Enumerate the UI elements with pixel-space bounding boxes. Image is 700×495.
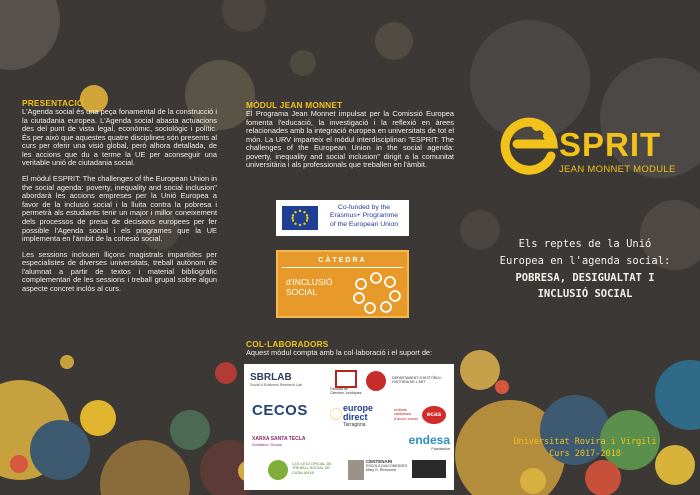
xarxa-logo: [252, 436, 322, 447]
eu-flag-icon: [282, 206, 318, 230]
urv-logo: [330, 370, 362, 396]
hundred-mark-icon: [412, 460, 446, 478]
endesa-logo: [384, 434, 450, 451]
eu-stars-icon: [330, 408, 342, 420]
title-line-bold: INCLUSIÓ SOCIAL: [537, 288, 633, 301]
modul-section: [246, 100, 454, 170]
presentacio-heading: PRESENTACIÓ: [22, 98, 84, 108]
25-anniversary-icon: [366, 371, 386, 391]
colaboradors-intro: Aquest mòdul compta amb la col·laboració i el suport de:: [246, 348, 433, 357]
colaboradors-heading: COL·LABORADORS: [246, 339, 329, 349]
decor-blob: [60, 355, 74, 369]
centenari-title: CENTENARI: [366, 459, 393, 464]
erasmus-line: Erasmus+ Programme: [329, 212, 399, 220]
decor-blob: [222, 0, 266, 32]
decor-blob: [520, 468, 546, 494]
europe-word: europe: [343, 403, 374, 413]
esprit-wordmark: SPRIT: [559, 126, 662, 163]
catedra-logo: [276, 250, 409, 318]
entitats-logo: entitats catalanes d'acció social: [394, 407, 418, 421]
catedra-top: CÀTEDRA: [318, 257, 367, 264]
ecas-logo: ecas: [422, 406, 446, 424]
collegi-emblem-icon: [268, 460, 288, 480]
decor-blob: [655, 360, 700, 430]
catedra-text: [286, 278, 333, 298]
decor-blob: [290, 50, 316, 76]
decor-blob: [170, 410, 210, 450]
decor-blob: [585, 460, 621, 495]
decor-blob: [80, 400, 116, 436]
esprit-subtitle: JEAN MONNET MODULE: [559, 164, 676, 175]
presentacio-body: [22, 108, 217, 294]
endesa-sub: Fundación: [431, 446, 450, 451]
decor-blob: [10, 455, 28, 473]
footer: [470, 436, 700, 461]
decor-blob: [375, 22, 413, 60]
course-title: [470, 236, 700, 303]
europe-direct-logo: [330, 404, 390, 428]
sbrlab-logo: [250, 372, 318, 387]
decor-blob: [460, 350, 500, 390]
catedra-divider: [282, 267, 403, 268]
presentacio-paragraph: L'Agenda social és una peça fonamental de la construcció i la ciutadania europea. L'Agenda social abasta actuacions des del punt de vista legal, econòmic, sociològic i polític. És per això que aquestes quatre disciplines són presents al curs per oferir una visió global, però alhora detallada, de les accions que du a terme la UE per aconseguir una veritable unió de ciutadania social.: [22, 107, 217, 168]
decor-blob: [0, 0, 60, 70]
decor-blob: [100, 440, 190, 495]
sbrlab-sub: Social & Business Research Lab: [250, 383, 303, 387]
footer-course: Curs 2017-2018: [549, 449, 621, 460]
xarxa-name: XARXA SANTA TECLA: [252, 436, 306, 442]
centenari-logo: [366, 460, 410, 473]
erasmus-text: [322, 204, 406, 229]
erasmus-line: of the European Union: [329, 220, 399, 228]
centenari-portrait-icon: [348, 460, 364, 480]
modul-heading: MÒDUL JEAN MONNET: [246, 100, 343, 110]
esprit-logo: [497, 108, 687, 198]
footer-university: Universitat Rovira i Virgili: [513, 437, 657, 447]
direct-word: direct: [343, 412, 368, 422]
urv-emblem-icon: [335, 370, 357, 388]
title-line: Els reptes de la Unió: [518, 238, 652, 250]
title-line: Europea en l'agenda social:: [499, 254, 671, 267]
collaborators-logos-panel: [244, 364, 454, 490]
presentacio-section: [22, 98, 217, 301]
centenari-name: Mary G. Richmond: [366, 467, 396, 472]
dept-logo: DEPARTAMENT D'HISTÒRIA I HISTÒRIA DE L'ART: [392, 376, 442, 385]
catedra-line: d'INCLUSIÓ: [286, 277, 333, 287]
endesa-name: endesa: [408, 433, 450, 447]
presentacio-paragraph: Les sessions inclouen lliçons magistrals impartides per especialistes de diverses universitats, treball autònom de l'alumnat a partir de textos i material bibliogràfic complementari de les sessions i treball grupal sobre algun aspecte concret inclòs al curs.: [22, 249, 217, 293]
decor-blob: [30, 420, 90, 480]
decor-blob: [495, 380, 509, 394]
cecos-logo: CECOS: [252, 402, 308, 419]
decor-blob: [215, 362, 237, 384]
erasmus-line: Co-funded by the: [337, 204, 391, 211]
circles-icon: [350, 270, 402, 314]
erasmus-logo: [276, 200, 409, 236]
tarragona-word: Tarragona: [343, 422, 366, 428]
catedra-line: SOCIAL: [286, 286, 318, 297]
colaboradors-section: [246, 339, 461, 358]
modul-text: El Programa Jean Monnet impulsat per la Comissió Europea fomenta l'educació, la investigació i la reflexió en àrees relacionades amb la integració europea en universitats de tot el món. La URV imparteix el mòdul interdisciplinari "ESPRIT: The challenges of the European Union in the social agenda: poverty, inequality and social inclusion" dirigit a la comunitat universitària i als professionals que treballen en l'àmbit.: [246, 109, 454, 170]
presentacio-paragraph: El mòdul ESPRIT: The challenges of the European Union in the social agenda: poverty, inequality and social inclusion" abordarà les accions empreses per la Unió Europea a favor de la inclusió social i la lluita contra la pobresa i permetrà als estudiants tenir un major i millor coneixement dels processos de presa de decisions europees per fer possible l'Agenda social i els programes que la UE implementa en l'àmbit de la cohesió social.: [22, 174, 217, 244]
centenari-school: ESCOLA DIACONESSES: [366, 463, 408, 468]
sbrlab-name: SBRLAB: [250, 372, 292, 383]
xarxa-sub: Solidària i Social: [252, 442, 282, 447]
urv-faculty: Facultat de Ciències Jurídiques: [330, 387, 362, 395]
collegi-logo: COL·LEGI OFICIAL DE TREBALL SOCIAL DE CATALUNYA: [292, 462, 332, 475]
title-line-bold: POBRESA, DESIGUALTAT I: [515, 271, 655, 284]
esprit-e-icon: [497, 116, 561, 180]
